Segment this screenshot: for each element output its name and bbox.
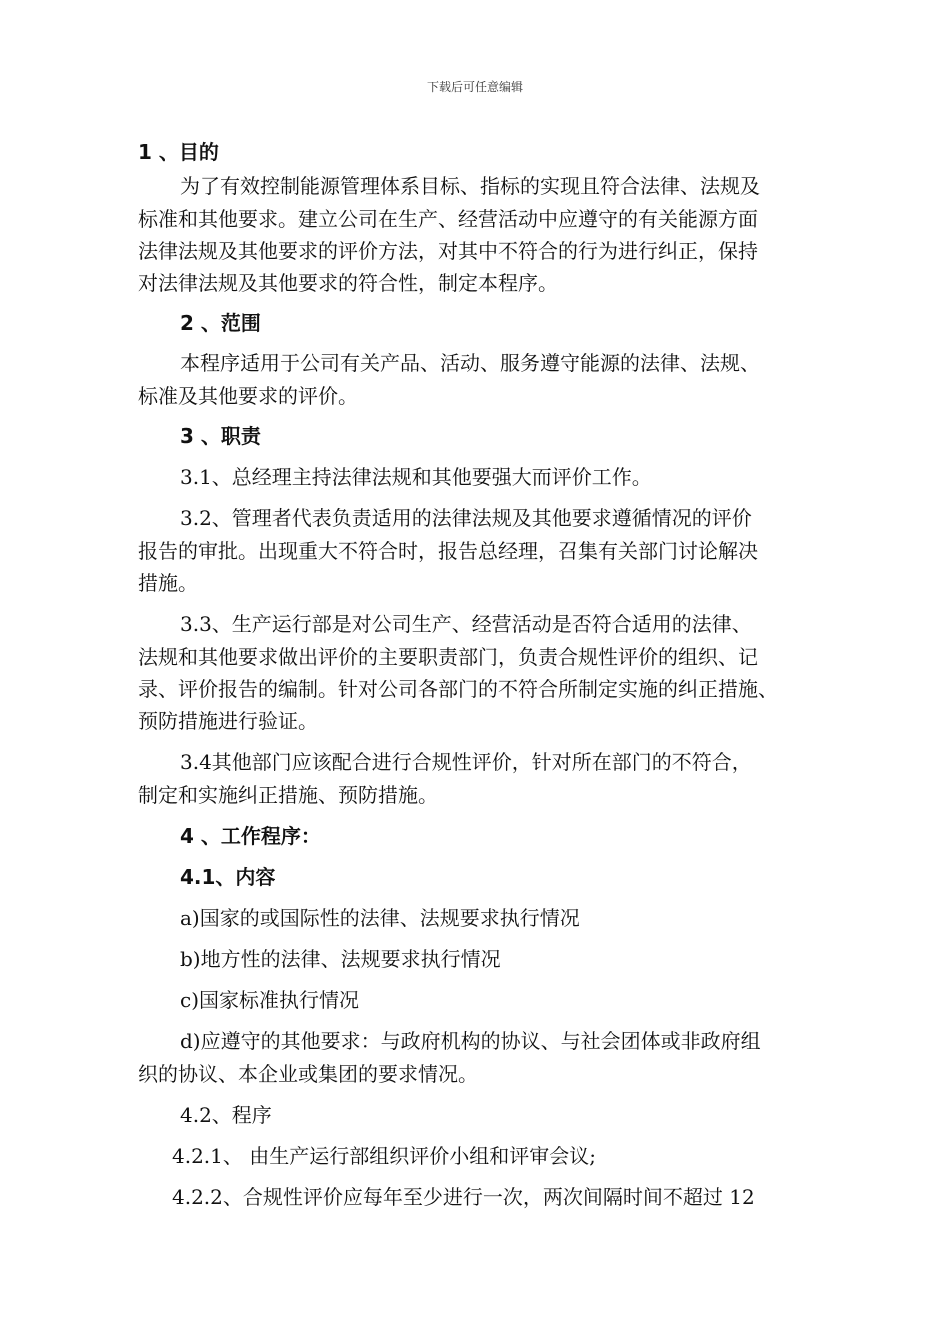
page-header: 下载后可任意编辑	[426, 80, 523, 94]
list-item: b)地方性的法律、法规要求执行情况	[180, 947, 501, 971]
paragraph-line: 报告的审批。出现重大不符合时，报告总经理，召集有关部门讨论解决	[138, 539, 758, 563]
subsection-4-1-title: 4.1、内容	[180, 865, 276, 889]
paragraph-line: 法规和其他要求做出评价的主要职责部门，负责合规性评价的组织、记	[138, 645, 758, 669]
section-2-title: 2 、范围	[180, 311, 261, 335]
paragraph-line: 本程序适用于公司有关产品、活动、服务遵守能源的法律、法规、	[180, 351, 760, 375]
paragraph-line: 录、评价报告的编制。针对公司各部门的不符合所制定实施的纠正措施、	[138, 677, 778, 701]
section-1-title: 1 、目的	[138, 140, 219, 164]
subsection-4-2-title: 4.2、程序	[180, 1103, 272, 1127]
paragraph-line: 3.1、总经理主持法律法规和其他要强大而评价工作。	[180, 465, 652, 489]
paragraph-line: 措施。	[138, 571, 198, 595]
paragraph-line: 法律法规及其他要求的评价方法，对其中不符合的行为进行纠正，保持	[138, 239, 758, 263]
section-4-title: 4 、工作程序：	[180, 824, 321, 848]
list-item: a)国家的或国际性的法律、法规要求执行情况	[180, 906, 580, 930]
paragraph-line: 3.3、生产运行部是对公司生产、经营活动是否符合适用的法律、	[180, 612, 752, 636]
paragraph-line: 4.2.1、 由生产运行部组织评价小组和评审会议;	[172, 1144, 596, 1168]
paragraph-line: 预防措施进行验证。	[138, 709, 318, 733]
paragraph-line: 标准及其他要求的评价。	[138, 384, 358, 408]
paragraph-line: 制定和实施纠正措施、预防措施。	[138, 783, 438, 807]
list-item: d)应遵守的其他要求：与政府机构的协议、与社会团体或非政府组	[180, 1029, 761, 1053]
paragraph-line: 3.4其他部门应该配合进行合规性评价，针对所在部门的不符合，	[180, 750, 752, 774]
list-item: 织的协议、本企业或集团的要求情况。	[138, 1062, 478, 1086]
paragraph-line: 4.2.2、合规性评价应每年至少进行一次，两次间隔时间不超过 12	[172, 1185, 755, 1209]
section-3-title: 3 、职责	[180, 424, 261, 448]
paragraph-line: 对法律法规及其他要求的符合性，制定本程序。	[138, 271, 558, 295]
list-item: c)国家标准执行情况	[180, 988, 360, 1012]
paragraph-line: 标准和其他要求。建立公司在生产、经营活动中应遵守的有关能源方面	[138, 207, 758, 231]
paragraph-line: 3.2、管理者代表负责适用的法律法规及其他要求遵循情况的评价	[180, 506, 752, 530]
paragraph-line: 为了有效控制能源管理体系目标、指标的实现且符合法律、法规及	[180, 174, 760, 198]
